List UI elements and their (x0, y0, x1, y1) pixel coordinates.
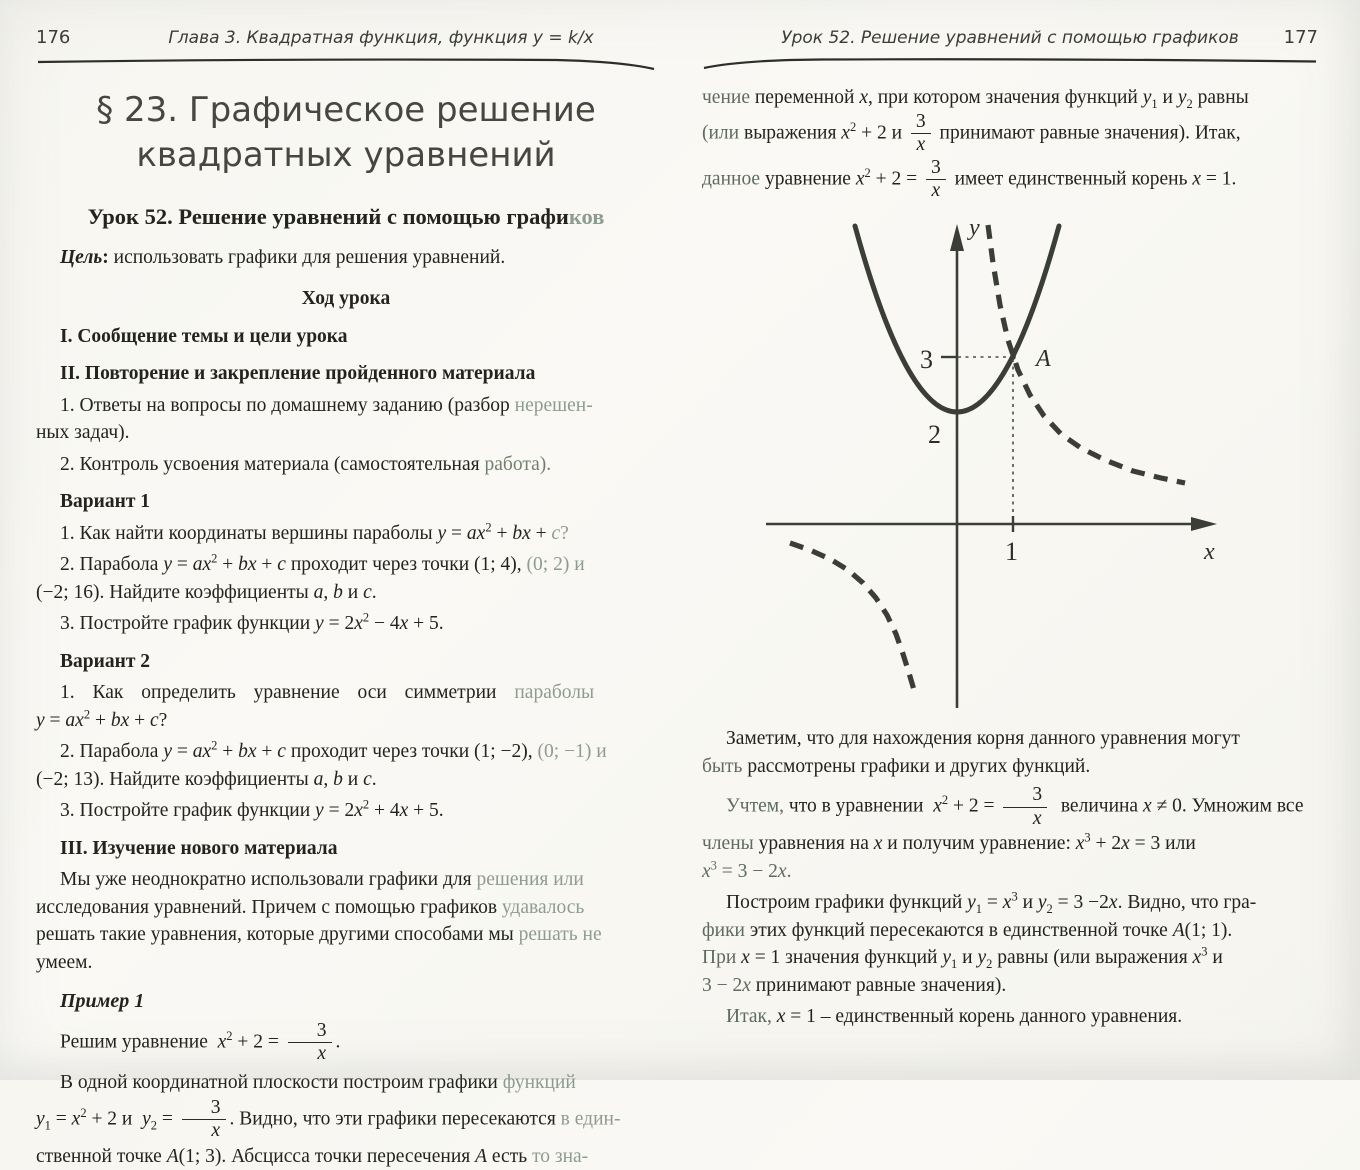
variant1-question3: 3. Постройте график функции $y = 2x^2 - 4x + 5$. (60, 610, 444, 634)
paragraph-answers: 1. Ответы на вопросы по домашнему заданию (разбор нерешен- ных задач). (36, 394, 593, 443)
step1-heading: I. Сообщение темы и цели урока (60, 325, 348, 347)
page-right (702, 24, 1318, 1031)
paragraph-intro: Мы уже неоднократно использовали графики для решения или исследования уравнений. Причем с помощью графиков удавалось решать такие уравнения, которые другими способами мы решать не умеем. (36, 869, 602, 973)
paragraph-conclusion: Итак, x = 1 – единственный корень данного уравнения. (726, 1006, 1183, 1028)
variant1-question1: 1. Как найти координаты вершины параболы $y = ax^2$ + bx + c? (60, 520, 569, 544)
left-running-title: Глава 3. Квадратная функция, функция y = k/x (168, 28, 594, 48)
paragraph-account: Учтем, что в уравнении $x^2 + 2$ = $\frac{3}{x}$ величина x ≠ 0. Умножим все члены уравнения на x и получим уравнение: $x^3 + 2x = 3$ или $x^3 = 3 - 2x$. (702, 784, 1304, 882)
lesson-heading: Урок 52. Решение уравнений с помощью графиков (87, 203, 605, 229)
hyperbola-lower-branch (790, 543, 914, 690)
variant2-question1: 1. Как определить уравнение оси симметрии параболы $y = ax^2$ + bx + c? (36, 682, 595, 731)
intersection-point (1010, 354, 1016, 360)
goal-line: Цель: использовать графики для решения уравнений. (60, 246, 506, 268)
page-left (36, 24, 656, 1170)
label-x-axis: x (1204, 538, 1215, 565)
paragraph-note: Заметим, что для нахождения корня данного уравнения могут быть рассмотрены графики и других функций. (702, 728, 1240, 777)
variant2-question2: 2. Парабола $y = ax^2$ + bx + c проходит через точки (1; −2), (0; −1) и (−2; 13). Найдите коэффициенты a, b и c. (36, 738, 607, 790)
paragraph-solve-equation: Решим уравнение $x^2 + 2$ = $\frac{3}{x}$ . (60, 1019, 341, 1064)
label-y-axis: y (969, 214, 980, 241)
hyperbola-upper-branch (988, 225, 1185, 483)
paragraph-continuation: чение переменной x, при котором значения функций $y_1$ и $y_2$ равны (или выражения $x^2 + 2$ и $\frac{3}{x}$ принимают равные значения). Итак, данное уравнение $x^2 + 2$ = $\frac{3}{x}$ имеет единственный корень x = 1. (702, 86, 1249, 202)
section-title (36, 88, 656, 178)
y-axis-arrow-icon (950, 224, 964, 251)
x-axis-arrow-icon (1191, 517, 1217, 531)
left-page-number: 176 (36, 27, 71, 48)
section-title-line2: квадратных уравнений (136, 134, 556, 175)
step2-heading: II. Повторение и закрепление пройденного материала (60, 363, 536, 384)
paragraph-control: 2. Контроль усвоения материала (самостоятельная работа). (60, 453, 552, 475)
label-1: 1 (1005, 536, 1018, 566)
right-running-title: Урок 52. Решение уравнений с помощью графиков (781, 28, 1239, 48)
variant1-question2: 2. Парабола $y = ax^2$ + bx + c проходит через точки (1; 4), (0; 2) и (−2; 16). Найдите коэффициенты a, b и c. (36, 551, 585, 603)
paragraph-build: Построим графики функций $y_1 = x^3$ и $y_2 = 3 -2x$. Видно, что гра- фики этих функций пересекаются в единственной точке A(1; 1). При x = 1 значения функций $y_1$ и $y_2$ равны (или выражения $x^3$ и 3 − 2x принимают равные значения). (702, 889, 1257, 996)
section-title-line1: § 23. Графическое решение (96, 89, 596, 130)
right-page-number: 177 (1283, 27, 1318, 48)
figure-svg (750, 211, 1295, 713)
example-heading: Пример 1 (60, 990, 145, 1012)
label-3: 3 (920, 344, 933, 374)
right-header-rule (702, 56, 1318, 72)
variant2-heading: Вариант 2 (60, 650, 151, 672)
paragraph-coordinate-plane: В одной координатной плоскости построим графики функций $y_1 = x^2 + 2$ и $y_2$ = $\frac{3}{x}$ . Видно, что эти графики пересекаются в един- ственной точке A(1; 3). Абсцисса точки пересечения A есть то зна- (36, 1072, 621, 1167)
variant2-question3: 3. Постройте график функции $y = 2x^2 + 4x + 5$. (60, 797, 444, 821)
label-2: 2 (928, 419, 941, 449)
step3-heading: III. Изучение нового материала (60, 837, 338, 859)
left-page-header (36, 24, 656, 53)
figure-graph (750, 211, 1318, 722)
left-header-rule (36, 56, 656, 72)
label-A: A (1036, 345, 1051, 372)
plan-heading: Ход урока (301, 288, 391, 309)
variant1-heading: Вариант 1 (60, 491, 151, 512)
right-page-header (702, 24, 1318, 53)
